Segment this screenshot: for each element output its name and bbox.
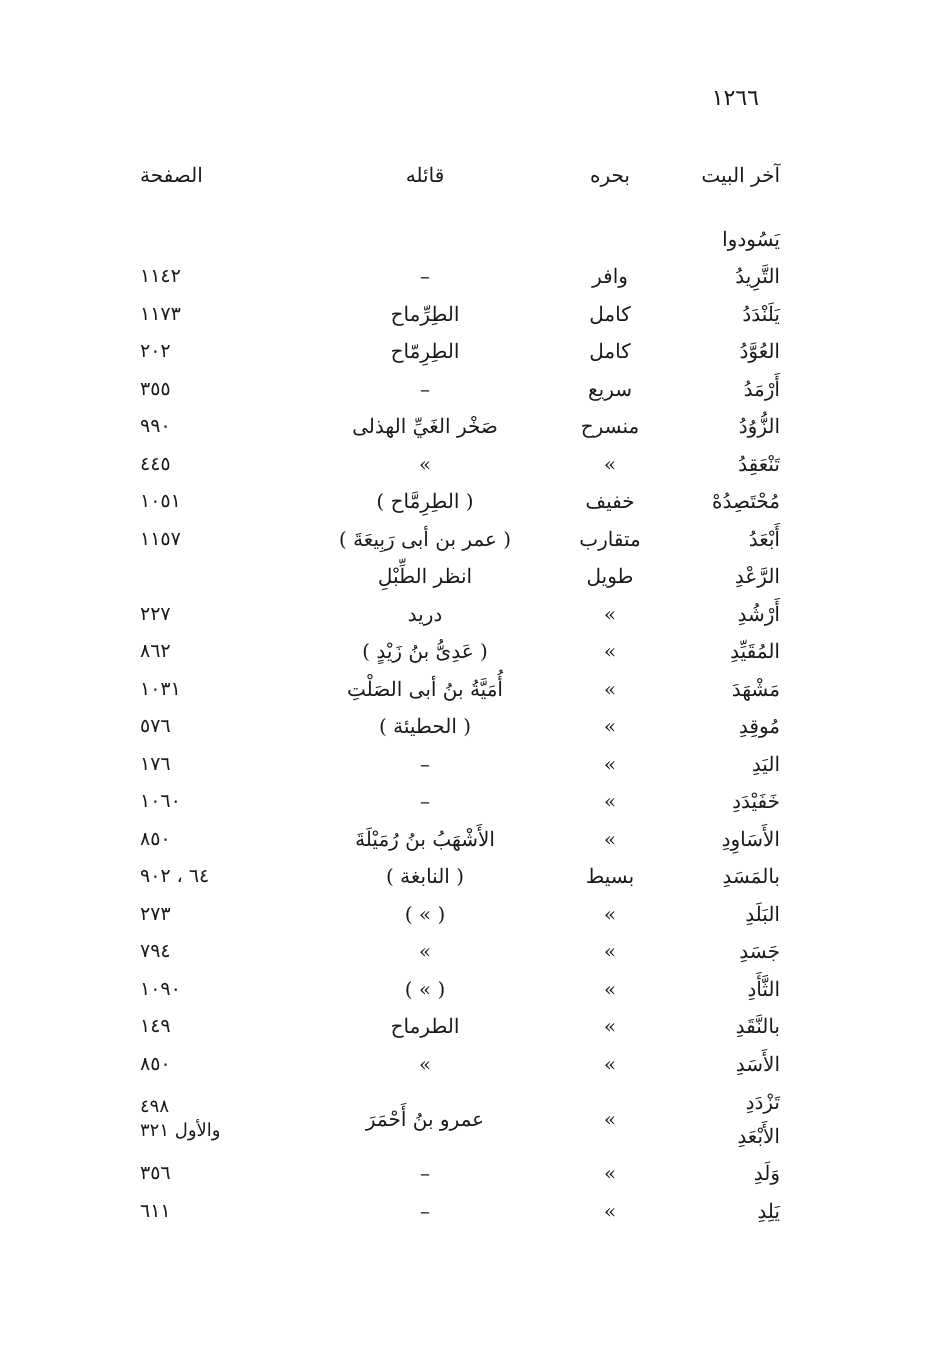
cell-meter: » (603, 714, 617, 739)
cell-ending: أَبْعَدُ (748, 526, 780, 551)
cell-ending: جَسَدِ (739, 939, 780, 964)
cell-ending-line: تَزْدَدِ (745, 1089, 780, 1114)
cell-page: ١١٥٧ (140, 527, 181, 550)
cell-poet: » (418, 939, 432, 964)
cell-ending: أَرْمَدُ (743, 376, 780, 401)
cell-page: ٧٩٤ (140, 940, 171, 963)
cell-page: ١٠٦٠ (140, 790, 181, 813)
cell-page: ٦١١ (140, 1199, 171, 1222)
cell-poet: – (420, 264, 430, 289)
cell-poet: الطرماح (390, 1014, 460, 1039)
cell-ending: المُقَيِّدِ (730, 639, 780, 664)
cell-poet: – (420, 789, 430, 814)
cell-page: ٨٥٠ (140, 1052, 171, 1075)
cell-poet: ( الحطيئة ) (378, 714, 472, 739)
cell-meter: وافر (592, 264, 628, 289)
cell-meter: » (603, 1014, 617, 1039)
cell-meter: » (603, 1198, 617, 1223)
cell-meter: كامل (589, 301, 631, 326)
cell-ending: يَلِدِ (757, 1198, 780, 1223)
table-row (130, 633, 792, 671)
cell-poet: – (420, 1198, 430, 1223)
table-row (130, 1008, 792, 1046)
header-ending: آخر البيت (701, 163, 780, 187)
table-body (130, 220, 792, 1230)
header-poet: قائله (405, 163, 445, 187)
cell-poet: عمرو بنُ أَحْمَرَ (365, 1106, 485, 1131)
cell-meter: بسيط (585, 864, 635, 889)
table-row (130, 220, 792, 258)
cell-poet: ( » ) (404, 976, 446, 1001)
cell-meter: » (603, 789, 617, 814)
cell-ending: يَسُودوا (722, 226, 780, 251)
cell-poet: – (420, 751, 430, 776)
cell-ending: أَرْشُدِ (737, 601, 780, 626)
cell-page: ٣٥٦ (140, 1162, 171, 1185)
cell-page: ١٤٩ (140, 1015, 171, 1038)
table-row (130, 370, 792, 408)
cell-meter: » (603, 751, 617, 776)
cell-page: ١٠٣١ (140, 677, 181, 700)
cell-meter: متقارب (579, 526, 641, 551)
cell-page: ١٠٥١ (140, 490, 181, 513)
table-row (130, 1083, 792, 1155)
cell-ending: الأَسَدِ (735, 1051, 780, 1076)
cell-poet: دريد (407, 601, 443, 626)
cell-poet: الطِرِمّاح (390, 339, 460, 364)
table-header-row (130, 152, 792, 198)
cell-ending: يَلَنْدَدُ (742, 301, 780, 326)
cell-poet: أُمَيَّةُ بنُ أبى الصَلْتِ (347, 676, 503, 701)
cell-ending: البَلَدِ (745, 901, 780, 926)
header-page: الصفحة (140, 163, 203, 187)
cell-page: ١١٧٣ (140, 302, 181, 325)
table-row (130, 895, 792, 933)
cell-page: ١١٤٢ (140, 265, 181, 288)
table-row (130, 1192, 792, 1230)
verse-index-table (130, 152, 792, 1230)
cell-ending: مُحْتَصِدُهْ (712, 489, 780, 514)
table-row (130, 595, 792, 633)
table-row (130, 408, 792, 446)
cell-page: ٤٤٥ (140, 452, 171, 475)
table-row (130, 520, 792, 558)
cell-poet (300, 220, 550, 258)
cell-poet: انظر الطِّبْلِ (377, 564, 473, 589)
cell-page: ٢٢٧ (140, 602, 171, 625)
table-row (130, 820, 792, 858)
cell-meter: » (603, 939, 617, 964)
cell-meter: » (603, 601, 617, 626)
table-row (130, 558, 792, 596)
table-row (130, 445, 792, 483)
header-meter: بحره (590, 163, 630, 187)
cell-poet: ( النابغة ) (385, 864, 465, 889)
cell-poet: » (418, 451, 432, 476)
cell-poet: » (418, 1051, 432, 1076)
cell-page: ٨٦٢ (140, 640, 171, 663)
cell-poet: ( » ) (404, 901, 446, 926)
cell-ending: بالمَسَدِ (722, 864, 780, 889)
table-row (130, 1045, 792, 1083)
cell-ending (670, 1083, 792, 1155)
cell-page: ٢٠٢ (140, 340, 171, 363)
cell-page: ٣٥٥ (140, 377, 171, 400)
cell-ending: الرَّعْدِ (734, 564, 780, 589)
cell-ending-line: الأَبْعَدِ (737, 1123, 780, 1148)
cell-page: ٨٥٠ (140, 827, 171, 850)
cell-ending: وَلَدِ (753, 1161, 780, 1186)
cell-meter: » (603, 639, 617, 664)
cell-meter: خفيف (585, 489, 635, 514)
cell-ending: الثَّأَدِ (747, 976, 780, 1001)
cell-page (130, 558, 300, 596)
cell-poet: الطِرِّماح (390, 301, 460, 326)
cell-poet: ( عَدِىُّ بنُ زَيْدٍ ) (362, 639, 488, 664)
cell-page-line: والأول ٣٢١ (140, 1119, 221, 1141)
table-row (130, 258, 792, 296)
cell-ending: الزُّوُدُ (738, 414, 780, 439)
cell-meter (550, 220, 670, 258)
table-row (130, 708, 792, 746)
cell-meter: » (603, 1106, 617, 1131)
cell-meter: سريع (587, 376, 632, 401)
cell-meter: » (603, 451, 617, 476)
cell-page: ٦٤ ، ٩٠٢ (140, 865, 210, 888)
cell-poet: ( الطِرِمَّاح ) (376, 489, 474, 514)
cell-meter: » (603, 901, 617, 926)
cell-poet: ( عمر بن أبى رَبِيعَةَ ) (338, 526, 512, 551)
cell-ending: تَنْعَقِدُ (738, 451, 780, 476)
cell-page: ١٧٦ (140, 752, 171, 775)
table-row (130, 1155, 792, 1193)
table-row (130, 483, 792, 521)
cell-page (130, 220, 300, 258)
table-row (130, 933, 792, 971)
table-row (130, 295, 792, 333)
cell-meter: » (603, 1051, 617, 1076)
cell-meter: » (603, 826, 617, 851)
table-row (130, 333, 792, 371)
cell-poet: الأَشْهَبُ بنُ رُمَيْلَةَ (355, 826, 495, 851)
cell-meter: » (603, 1161, 617, 1186)
table-row (130, 858, 792, 896)
cell-ending: مَشْهَدَ (731, 676, 780, 701)
cell-meter: منسرح (580, 414, 640, 439)
cell-page: ٢٧٣ (140, 902, 171, 925)
cell-ending: العُوَّدُ (739, 339, 780, 364)
cell-meter: كامل (589, 339, 631, 364)
cell-ending: خَفَيْدَدِ (732, 789, 780, 814)
cell-page-line: ٤٩٨ (140, 1095, 170, 1117)
cell-meter: » (603, 676, 617, 701)
cell-ending: اليَدِ (751, 751, 780, 776)
cell-ending: الأَسَاوِدِ (721, 826, 780, 851)
page-number: ١٢٦٦ (711, 86, 759, 111)
cell-page: ٩٩٠ (140, 415, 171, 438)
cell-ending: التَّرِيدُ (735, 264, 780, 289)
cell-poet: – (420, 1161, 430, 1186)
cell-page (130, 1083, 300, 1155)
cell-poet: صَخْر الغَيِّ الهذلى (352, 414, 498, 439)
cell-page: ٥٧٦ (140, 715, 171, 738)
cell-ending: مُوقِدِ (738, 714, 780, 739)
table-row (130, 783, 792, 821)
cell-poet: – (420, 376, 430, 401)
table-row (130, 745, 792, 783)
cell-page: ١٠٩٠ (140, 977, 181, 1000)
table-row (130, 670, 792, 708)
cell-ending: بالنَّقَدِ (735, 1014, 780, 1039)
cell-meter: » (603, 976, 617, 1001)
table-row (130, 970, 792, 1008)
cell-meter: طويل (586, 564, 634, 589)
